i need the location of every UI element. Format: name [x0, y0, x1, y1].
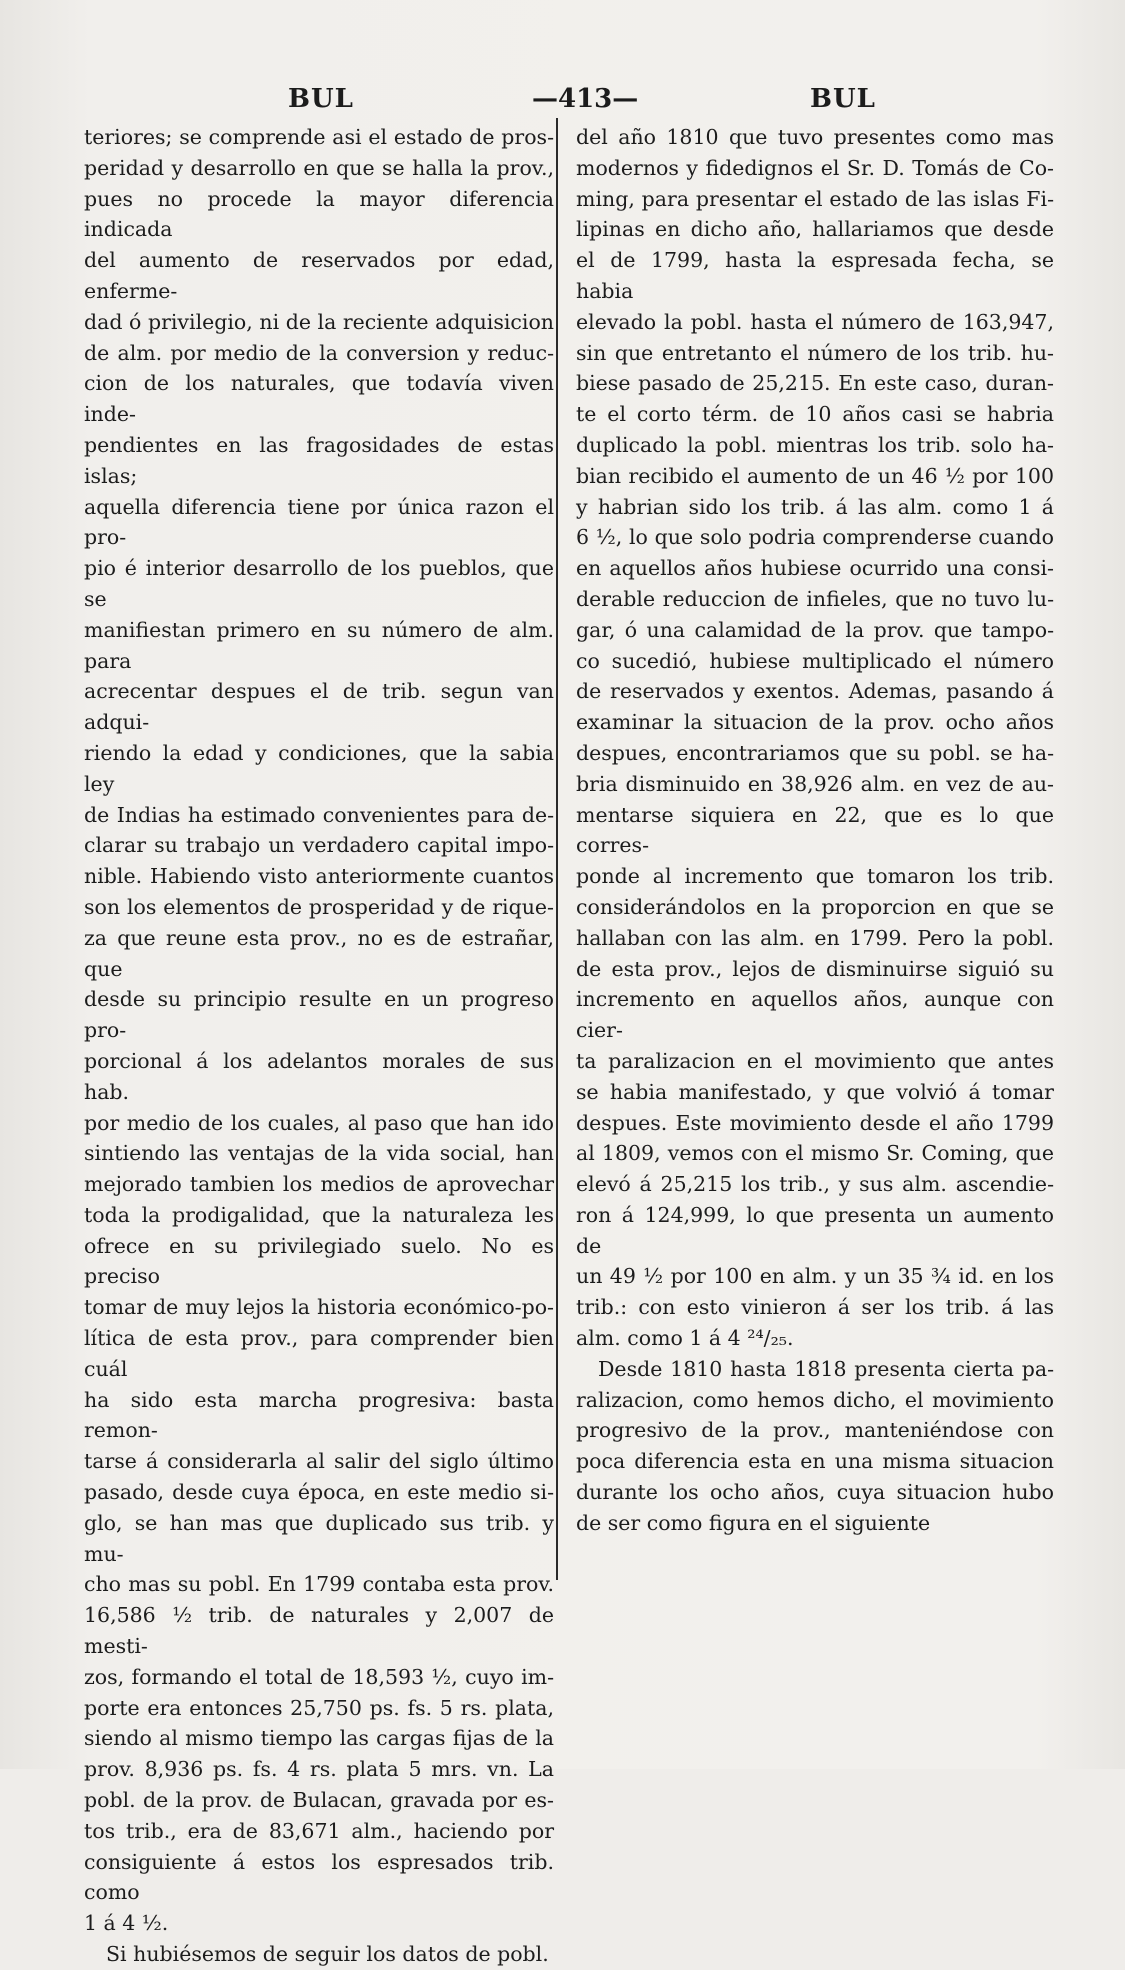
text-line: son los elementos de prosperidad y de rique-	[84, 894, 554, 919]
text-line: ha sido esta marcha progresiva: basta remon-	[84, 1387, 554, 1443]
text-line: ta paralizacion en el movimiento que antes	[576, 1048, 1054, 1073]
text-line: Si hubiésemos de seguir los datos de pobl.	[106, 1942, 549, 1967]
text-line: de alm. por medio de la conversion y reduc-	[84, 340, 554, 365]
text-line: duplicado la pobl. mientras los trib. solo ha-	[576, 432, 1054, 457]
text-line: ron á 124,999, lo que presenta un aumento de	[576, 1202, 1054, 1258]
text-line: pues no procede la mayor diferencia indicada	[84, 186, 554, 242]
text-line: poca diferencia esta en una misma situacion	[576, 1449, 1054, 1474]
text-line: ofrece en su privilegiado suelo. No es preciso	[84, 1233, 554, 1289]
text-line: cion de los naturales, que todavía viven inde-	[84, 371, 554, 427]
text-line: trib.: con esto vinieron á ser los trib. á las	[576, 1295, 1054, 1320]
text-line: despues, encontrariamos que su pobl. se ha-	[576, 740, 1054, 765]
text-line: prov. 8,936 ps. fs. 4 rs. plata 5 mrs. vn. La	[84, 1757, 554, 1782]
text-line: de reservados y exentos. Ademas, pasando á	[576, 679, 1054, 704]
text-line: acrecentar despues el de trib. segun van adqui-	[84, 679, 554, 735]
text-line: porcional á los adelantos morales de sus hab.	[84, 1048, 554, 1104]
text-line: bria disminuido en 38,926 alm. en vez de au-	[576, 771, 1054, 796]
text-line: consiguiente á estos los espresados trib. como	[84, 1849, 554, 1905]
text-line: examinar la situacion de la prov. ocho años	[576, 710, 1054, 735]
text-line: ming, para presentar el estado de las islas Fi-	[576, 186, 1054, 211]
text-line: por medio de los cuales, al paso que han ido	[84, 1110, 554, 1135]
text-line: co sucedió, hubiese multiplicado el número	[576, 648, 1054, 673]
running-head-right: BUL	[810, 84, 876, 114]
text-line: lítica de esta prov., para comprender bien cuál	[84, 1326, 554, 1381]
page-number: —413—	[532, 84, 639, 114]
text-line: peridad y desarrollo en que se halla la prov.,	[84, 155, 554, 180]
text-line: ralizacion, como hemos dicho, el movimiento	[576, 1387, 1054, 1412]
text-line: siendo al mismo tiempo las cargas fijas de la	[84, 1726, 554, 1751]
text-line: 16,586 ½ trib. de naturales y 2,007 de mesti-	[84, 1603, 554, 1659]
text-line: pasado, desde cuya época, en este medio si-	[84, 1480, 554, 1505]
text-line: glo, se han mas que duplicado sus trib. y mu-	[84, 1510, 554, 1566]
text-line: considerándolos en la proporcion en que se	[576, 894, 1054, 919]
text-line: cho mas su pobl. En 1799 contaba esta prov.	[84, 1572, 554, 1597]
text-line: lipinas en dicho año, hallariamos que desde	[576, 217, 1054, 242]
text-line: 6 ½, lo que solo podria comprenderse cuando	[576, 525, 1054, 550]
text-line: riendo la edad y condiciones, que la sabia ley	[84, 740, 554, 796]
text-line: hallaban con las alm. en 1799. Pero la pobl.	[576, 925, 1054, 950]
text-line: clarar su trabajo un verdadero capital impo-	[84, 833, 554, 858]
text-line: Desde 1810 hasta 1818 presenta cierta pa-	[598, 1356, 1054, 1381]
text-line: mejorado tambien los medios de aprovechar	[84, 1172, 554, 1197]
text-line: durante los ocho años, cuya situacion hubo	[576, 1480, 1054, 1505]
text-line: se habia manifestado, y que volvió á tomar	[576, 1079, 1054, 1104]
text-line: 1 á 4 ½.	[84, 1911, 169, 1936]
text-line: nible. Habiendo visto anteriormente cuantos	[84, 864, 554, 889]
text-line: dad ó privilegio, ni de la reciente adquisicion	[84, 309, 554, 334]
text-line: despues. Este movimiento desde el año 1799	[576, 1110, 1054, 1135]
text-line: de esta prov., lejos de disminuirse siguió su	[576, 956, 1054, 981]
right-column	[576, 122, 1054, 1539]
text-line: za que reune esta prov., no es de estrañar, que	[84, 925, 554, 981]
text-line: toda la prodigalidad, que la naturaleza les	[84, 1202, 554, 1227]
text-line: de Indias ha estimado convenientes para de-	[84, 802, 554, 827]
text-line: elevado la pobl. hasta el número de 163,947,	[576, 309, 1054, 334]
text-line: derable reduccion de infieles, que no tuvo lu-	[576, 586, 1054, 611]
text-line: tos trib., era de 83,671 alm., haciendo por	[84, 1818, 554, 1843]
text-line: desde su principio resulte en un progreso pro-	[84, 987, 554, 1043]
text-line: del año 1810 que tuvo presentes como mas	[576, 125, 1054, 149]
text-line: zos, formando el total de 18,593 ½, cuyo im-	[84, 1664, 554, 1689]
text-line: tarse á considerarla al salir del siglo último	[84, 1449, 554, 1474]
text-line: teriores; se comprende asi el estado de pros-	[84, 125, 554, 149]
text-line: pio é interior desarrollo de los pueblos, que se	[84, 556, 554, 611]
text-line: gar, ó una calamidad de la prov. que tampo-	[576, 617, 1054, 642]
text-line: manifiestan primero en su número de alm. para	[84, 617, 554, 673]
text-line: y habrian sido los trib. á las alm. como 1 á	[576, 494, 1054, 519]
text-line: sin que entretanto el número de los trib. hu-	[576, 340, 1054, 365]
text-line: tomar de muy lejos la historia económico-po-	[84, 1295, 554, 1320]
text-line: mentarse siquiera en 22, que es lo que corres-	[576, 802, 1054, 858]
text-line: al 1809, vemos con el mismo Sr. Coming, que	[576, 1141, 1054, 1166]
text-line: porte era entonces 25,750 ps. fs. 5 rs. plata,	[84, 1695, 554, 1720]
text-line: modernos y fidedignos el Sr. D. Tomás de Co-	[576, 155, 1054, 180]
text-line: pobl. de la prov. de Bulacan, gravada por es-	[84, 1788, 554, 1813]
text-line: un 49 ½ por 100 en alm. y un 35 ¾ id. en los	[576, 1264, 1054, 1289]
text-line: elevó á 25,215 los trib., y sus alm. ascendie-	[576, 1172, 1054, 1197]
text-line: incremento en aquellos años, aunque con cier-	[576, 987, 1054, 1043]
text-line: pendientes en las fragosidades de estas islas;	[84, 432, 554, 488]
running-head-left: BUL	[288, 84, 354, 114]
text-line: bian recibido el aumento de un 46 ½ por 100	[576, 463, 1054, 488]
text-line: te el corto térm. de 10 años casi se habria	[576, 402, 1054, 427]
text-line: el de 1799, hasta la espresada fecha, se habia	[576, 248, 1054, 303]
text-line: en aquellos años hubiese ocurrido una consi-	[576, 556, 1054, 581]
text-line: alm. como 1 á 4 ²⁴/₂₅.	[576, 1326, 794, 1351]
text-line: de ser como figura en el siguiente	[576, 1510, 931, 1535]
column-rule	[556, 118, 558, 1580]
text-line: del aumento de reservados por edad, enferme-	[84, 248, 554, 303]
text-line: ponde al incremento que tomaron los trib.	[576, 864, 1054, 889]
text-line: progresivo de la prov., manteniéndose con	[576, 1418, 1054, 1443]
text-line: sintiendo las ventajas de la vida social, han	[84, 1141, 554, 1166]
text-line: aquella diferencia tiene por única razon el pro-	[84, 494, 554, 550]
left-column	[84, 122, 554, 1970]
text-line: biese pasado de 25,215. En este caso, duran-	[576, 371, 1054, 396]
